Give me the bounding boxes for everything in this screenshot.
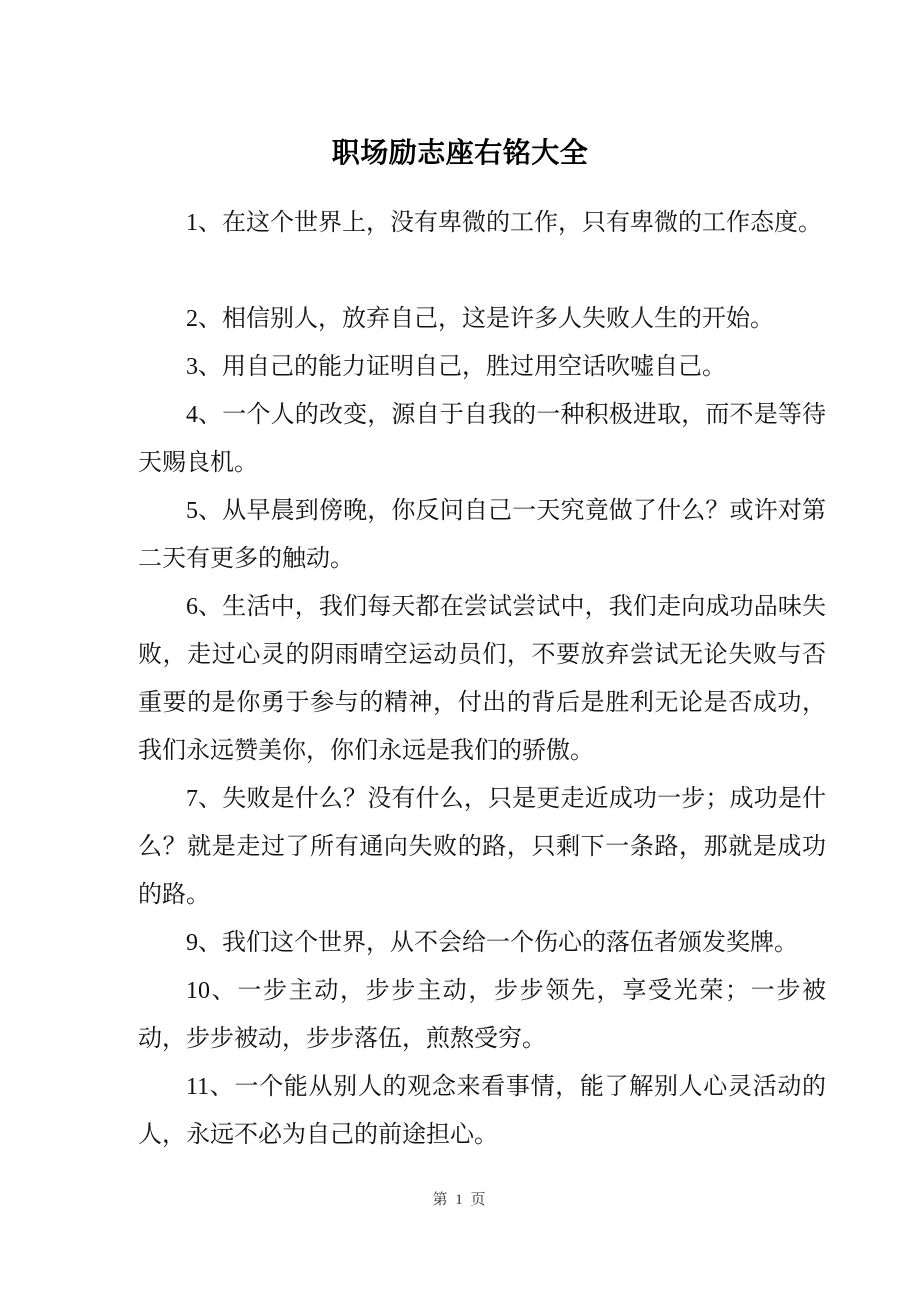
paragraph-item-2: 2、相信别人，放弃自己，这是许多人失败人生的开始。 xyxy=(186,306,774,332)
paragraph-item-6: 6、生活中，我们每天都在尝试尝试中，我们走向成功品味失败，走过心灵的阴雨晴空运动员们，不要放弃尝试无论失败与否重要的是你勇于参与的精神，付出的背后是胜利无论是否成功，我们永远赞美你，你们永远是我们的骄傲。 xyxy=(138,594,826,764)
page-number: 第 1 页 xyxy=(432,1192,488,1208)
paragraph-item-5: 5、从早晨到傍晚，你反问自己一天究竟做了什么？或许对第二天有更多的触动。 xyxy=(138,498,826,572)
paragraph-item-4: 4、一个人的改变，源自于自我的一种积极进取，而不是等待天赐良机。 xyxy=(138,402,826,476)
paragraph-item-11: 11、一个能从别人的观念来看事情，能了解别人心灵活动的人，永远不必为自己的前途担心。 xyxy=(138,1074,826,1148)
page-title: 职场励志座右铭大全 xyxy=(331,137,589,168)
paragraph-item-7: 7、失败是什么？没有什么，只是更走近成功一步；成功是什么？就是走过了所有通向失败的路，只剩下一条路，那就是成功的路。 xyxy=(138,786,826,908)
paragraph-item-9: 9、我们这个世界，从不会给一个伤心的落伍者颁发奖牌。 xyxy=(186,930,798,956)
blank-line xyxy=(138,247,826,295)
paragraph-item-10: 10、一步主动，步步主动，步步领先，享受光荣；一步被动，步步被动，步步落伍，煎熬受穷。 xyxy=(138,978,826,1052)
paragraph-item-1: 1、在这个世界上，没有卑微的工作，只有卑微的工作态度。 xyxy=(186,210,822,236)
document-body xyxy=(138,199,826,1159)
paragraph-item-3: 3、用自己的能力证明自己，胜过用空话吹嘘自己。 xyxy=(186,354,726,380)
